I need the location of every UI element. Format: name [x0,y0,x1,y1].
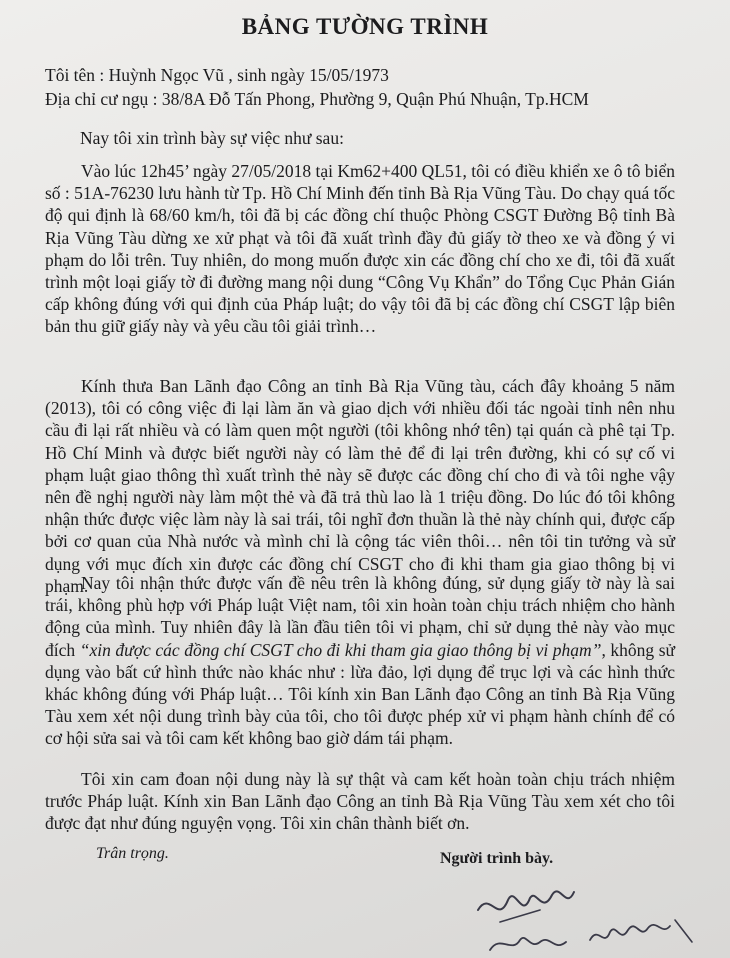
paragraph-4 [45,768,675,835]
paragraph-1-text: Vào lúc 12h45’ ngày 27/05/2018 tại Km62+400 QL51, tôi có điều khiển xe ô tô biển số : 51A-76230 lưu hành từ Tp. Hồ Chí Minh đến tỉnh Bà Rịa Vũng Tàu. Do chạy quá tốc độ qui định là 68/60 km/h, tôi đã bị các đồng chí thuộc Phòng CSGT Đường Bộ tỉnh Bà Rịa Vũng Tàu dừng xe xử phạt và tôi đã xuất trình đầy đủ giấy tờ theo xe và đồng ý vi phạm do lỗi trên. Tuy nhiên, do mong muốn được xin các đồng chí cho xe đi, tôi đã xuất trình một loại giấy tờ đi đường mang nội dung “Công Vụ Khẩn” do Tổng Cục Phản Gián cấp không đúng với qui định của Pháp luật; do vậy tôi đã bị các đồng chí CSGT lập biên bản thu giữ giấy này và yêu cầu tôi giải trình… [45,161,675,337]
paragraph-3-text: Nay tôi nhận thức được vấn đề nêu trên là không đúng, sử dụng giấy tờ này là sai trái, không phù hợp với Pháp luật Việt nam, tôi xin hoàn toàn chịu trách nhiệm cho hành động của mình. Tuy nhiên đây là lần đầu tiên tôi vi phạm, chỉ sử dụng thẻ này vào mục đích [45,573,675,660]
paragraph-1 [45,160,675,338]
intro-line: Nay tôi xin trình bày sự việc như sau: [80,128,344,148]
document-title: BẢNG TƯỜNG TRÌNH [241,14,489,39]
paragraph-3 [45,572,675,750]
paragraph-2-text: Kính thưa Ban Lãnh đạo Công an tỉnh Bà Rịa Vũng tàu, cách đây khoảng 5 năm (2013), tôi có công việc đi lại làm ăn và giao dịch với nhiều đối tác ngoài tỉnh nên nhu cầu đi lại rất nhiều và có làm quen một người (tôi không nhớ tên) tại quán cà phê tại Tp. Hồ Chí Minh và được biết người này có làm thẻ để đi lại trên đường, khi có sự cố vi phạm luật giao thông thì xuất trình thẻ này sẽ được các đồng chí cho đi và tôi nghe vậy nên đề nghị người này làm một thẻ và đã trả thù lao là 1 triệu đồng. Do lúc đó tôi không nhận thức được việc làm này là sai trái, tôi nghĩ đơn thuần là thẻ này chính qui, được cấp bởi cơ quan của Nhà nước và mình chỉ là cộng tác viên thôi… nên tôi tin tưởng và sử dụng với mục đích xin được các đồng chí CSGT cho đi khi tham gia giao thông bị vi phạm. [45,376,675,596]
paragraph-3-rest: , không sử dụng vào bất cứ hình thức nào khác như : lừa đảo, lợi dụng để trục lợi và các hình thức khác không đúng với Pháp luật… Tôi kính xin Ban Lãnh đạo Công an tỉnh Bà Rịa Vũng Tàu xem xét nội dung trình bày của tôi, cho tôi được phép xử vi phạm hành chính để có cơ hội sửa sai và tôi cam kết không bao giờ dám tái phạm. [45,639,676,749]
paragraph-4-text: Tôi xin cam đoan nội dung này là sự thật và cam kết hoàn toàn chịu trách nhiệm trước Pháp luật. Kính xin Ban Lãnh đạo Công an tỉnh Bà Rịa Vũng Tàu xem xét cho tôi được đạt như đúng nguyện vọng. Tôi xin chân thành biết ơn. [45,769,675,834]
presenter-label: Người trình bày. [440,850,554,867]
paragraph-2 [45,375,675,597]
handwritten-signature [470,870,710,958]
address-line: Địa chỉ cư ngụ : 38/8A Đỗ Tấn Phong, Phường 9, Quận Phú Nhuận, Tp.HCM [45,89,589,109]
paragraph-3-quote: “xin được các đồng chí CSGT cho đi khi tham gia giao thông bị vi phạm” [79,639,602,660]
name-line: Tôi tên : Huỳnh Ngọc Vũ , sinh ngày 15/05/1973 [45,65,389,85]
regards-text: Trân trọng. [96,845,169,862]
